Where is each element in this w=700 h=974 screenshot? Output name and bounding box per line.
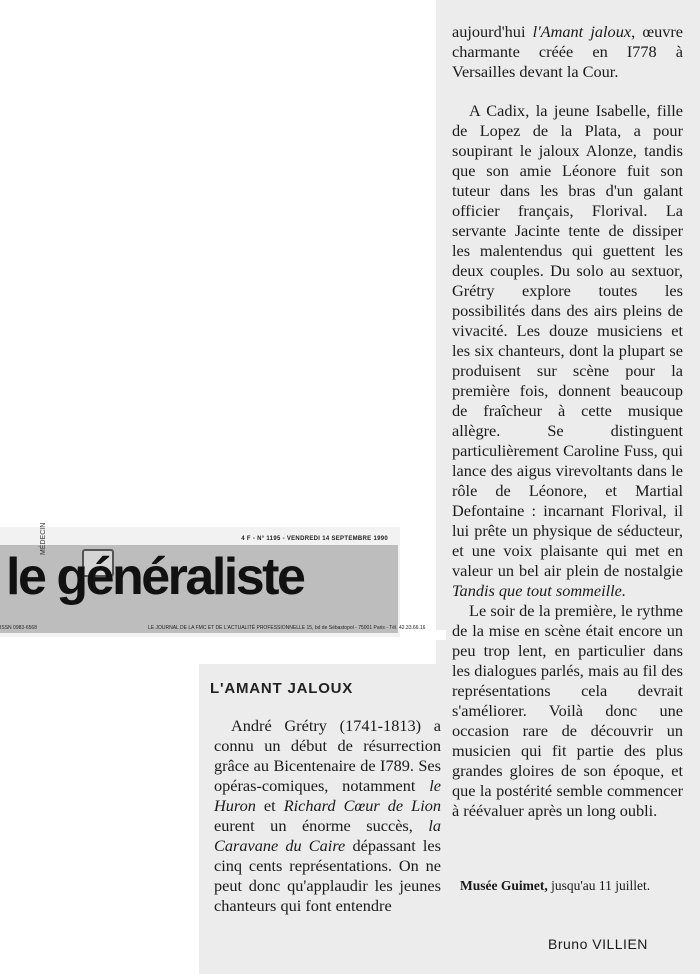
- newspaper-logo: le généraliste: [6, 548, 304, 606]
- masthead-subtitle: LE JOURNAL DE LA FMC ET DE L'ACTUALITÉ PROFESSIONNELLE 15, bd de Sébastopol - 75001 Paris - Tél. 42.33.66.16: [148, 625, 426, 631]
- left-paragraph: André Grétry (1741-1813) a connu un début de résurrection grâce au Bicentenaire de I789. Ses opéras-comiques, notamment le Huron et Richard Cœur de Lion eurent un énorme succès, la Caravane du Caire dépassant les cinq cents représentations. On ne peut donc qu'applaudir les jeunes chanteurs qui font entendre: [214, 716, 442, 915]
- issue-line: 4 F - N° 1195 - VENDREDI 14 SEPTEMBRE 1990: [241, 536, 388, 542]
- right-paragraph-plot: A Cadix, la jeune Isabelle, fille de Lopez de la Plata, a pour soupirant le jaloux Alonze, tandis que son amie Léonore fuit son tuteur dans les bras d'un galant officier français, Florival. La servante Jacinte tente de dissiper les malentendus qui guettent les deux couples. Du solo au sextuor, Grétry explore toutes les possibilités dans des airs pleins de vivacité. Les douze musiciens et les six chanteurs, dont la plupart se produisent sur scène pour la première fois, donnent beaucoup de fraîcheur à cette musique allègre. Se distinguent particulièrement Caroline Fuss, qui lance des aigus virevoltants dans le rôle de Léonore, et Martial Defontaine : incarnant Florival, il lui prête un physique de séducteur, et une voix plaisante qui met en valeur un bel air plein de nostalgie Tandis que tout sommeille.: [452, 101, 683, 600]
- venue-info: Musée Guimet, jusqu'au 11 juillet.: [460, 878, 651, 893]
- right-paragraph-continued: aujourd'hui l'Amant jaloux, œuvre charmante créée en I778 à Versailles devant la Cour.: [452, 22, 684, 81]
- article-heading: L'AMANT JALOUX: [210, 680, 354, 697]
- column-notch: [436, 630, 446, 640]
- right-column: [452, 22, 683, 821]
- issn: ISSN 0983-6568: [0, 625, 37, 631]
- left-column: [214, 716, 441, 916]
- right-paragraph-conclusion: Le soir de la première, le rythme de la mise en scène était encore un peu trop lent, en particulier dans les dialogues parlés, mais au fil des représentations cela devrait s'améliorer. Voilà donc une occasion rare de découvrir un musicien qui fit partie des plus grandes gloires de son époque, et que la postérité semble commencer à réévaluer après un long oubli.: [452, 601, 683, 820]
- logo-tag: MÉDECIN: [40, 522, 47, 555]
- newspaper-masthead: [0, 522, 426, 637]
- author-signature: Bruno VILLIEN: [548, 936, 648, 952]
